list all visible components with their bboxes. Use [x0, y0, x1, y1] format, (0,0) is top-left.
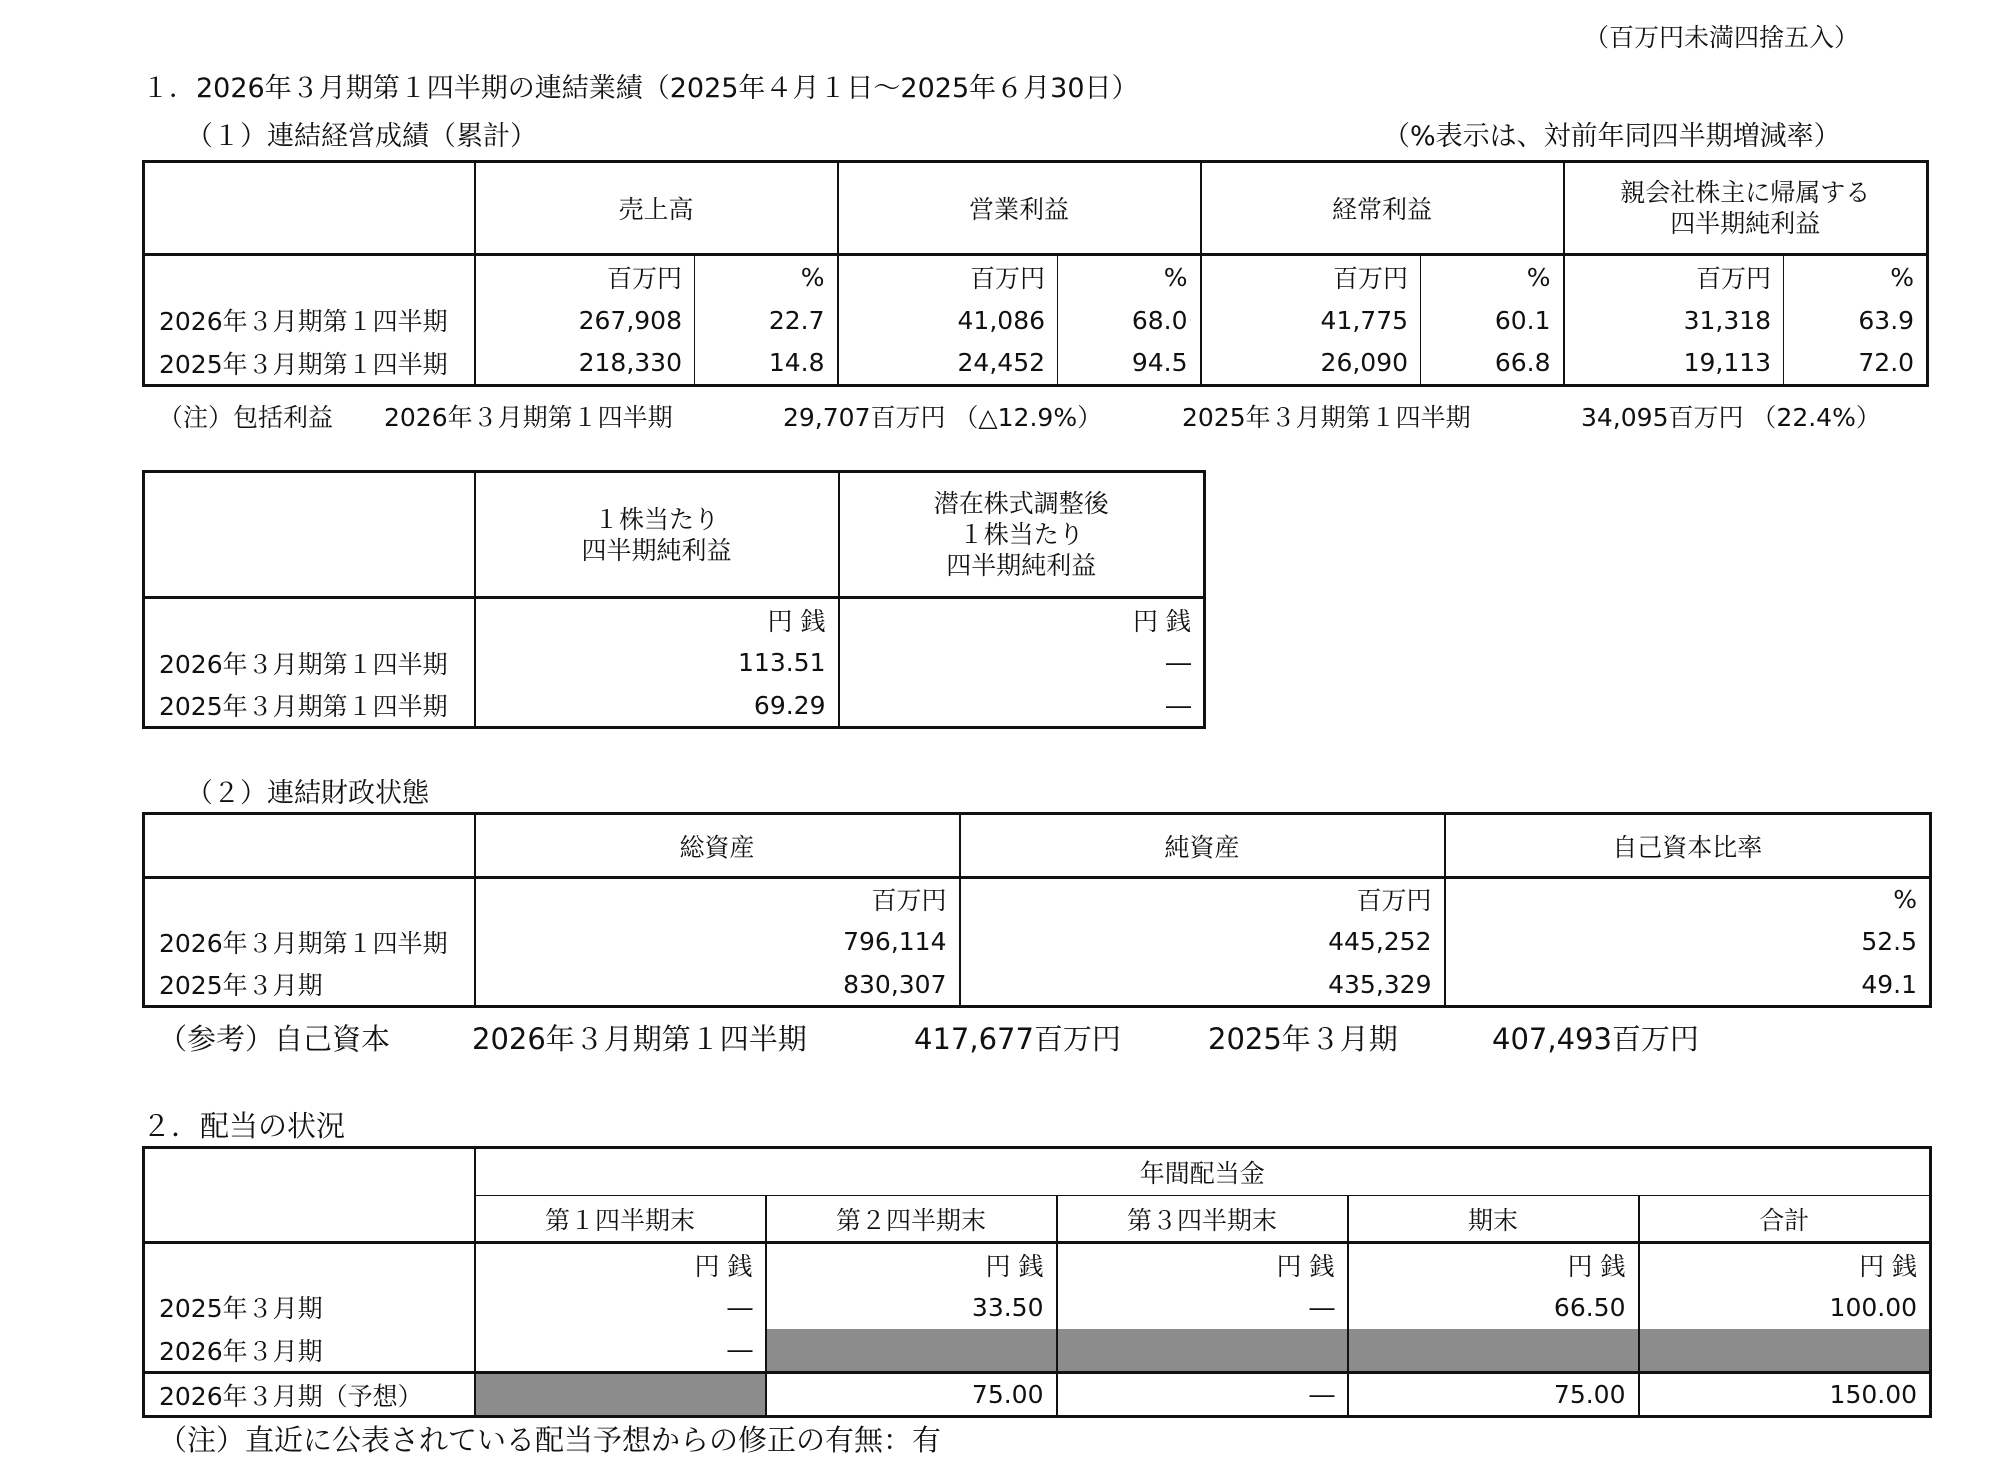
table-row: [144, 1329, 1931, 1373]
value-cell: 830,307: [475, 964, 960, 1007]
header-diluted-eps-line2: １株当たり: [958, 520, 1084, 549]
value-cell: 150.00: [1639, 1373, 1931, 1417]
value-cell: 24,452: [838, 342, 1058, 386]
unit-cell: 百万円: [960, 878, 1445, 920]
value-cell: 66.8: [1421, 342, 1564, 386]
value-cell: 445,252: [960, 920, 1445, 964]
unit-cell: %: [1784, 255, 1928, 299]
table-row: [144, 920, 1931, 964]
value-cell: 75.00: [766, 1373, 1057, 1417]
header-sales: 売上高: [475, 162, 838, 255]
dividend-revision-note: （注）直近に公表されている配当予想からの修正の有無：有: [158, 1423, 942, 1457]
header-diluted-eps-line1: 潜在株式調整後: [933, 489, 1109, 518]
value-cell: 14.8: [695, 342, 838, 386]
value-cell: 26,090: [1201, 342, 1421, 386]
rounding-note: （百万円未満四捨五入）: [1584, 23, 1860, 52]
shaded-cell: [766, 1329, 1057, 1373]
row-label: 2026年３月期第１四半期: [159, 928, 448, 958]
header-net-income-line1: 親会社株主に帰属する: [1620, 178, 1871, 207]
table-header-row: [144, 814, 1931, 878]
unit-cell: 百万円: [838, 255, 1058, 299]
value-cell: 100.00: [1639, 1286, 1931, 1329]
table-row: [144, 299, 1928, 342]
value-cell: 49.1: [1445, 964, 1931, 1007]
value-cell: ―: [839, 685, 1205, 728]
unit-cell: 円 銭: [1348, 1243, 1639, 1286]
header-eps: [475, 472, 839, 598]
section1-title: １．2026年３月期第１四半期の連結業績（2025年４月１日～2025年６月30日）: [142, 73, 1139, 104]
equity-ref-value1: 417,677百万円: [914, 1022, 1121, 1056]
header-eps-line2: 四半期純利益: [581, 535, 732, 565]
sub2-title: （２）連結財政状態: [186, 778, 429, 809]
unit-cell: 円 銭: [839, 598, 1205, 641]
row-label: 2026年３月期第１四半期: [159, 307, 448, 336]
table-row: [144, 641, 1205, 685]
value-cell: 68.0: [1058, 299, 1201, 342]
value-cell: 66.50: [1348, 1286, 1639, 1329]
value-cell: 19,113: [1564, 342, 1784, 386]
header-total-assets: 総資産: [475, 814, 960, 878]
units-row: [144, 878, 1931, 920]
header-eps-line1: １株当たり: [593, 504, 719, 534]
comprehensive-income-label: （注）包括利益: [158, 403, 334, 432]
table-row: [144, 1286, 1931, 1329]
table-row: [144, 685, 1205, 728]
header-annual-dividends: 年間配当金: [475, 1148, 1931, 1196]
row-label: 2025年３月期: [159, 971, 323, 1001]
header-year-end: 期末: [1348, 1196, 1639, 1243]
row-label: 2025年３月期: [159, 1294, 323, 1323]
section2-title: ２．配当の状況: [142, 1109, 346, 1143]
unit-cell: 円 銭: [475, 598, 839, 641]
shaded-cell: [1057, 1329, 1348, 1373]
header-total: 合計: [1639, 1196, 1931, 1243]
row-label: 2026年３月期（予想）: [144, 1373, 475, 1417]
corner-cell: [144, 814, 475, 878]
value-cell: ―: [839, 641, 1205, 685]
eps-table: [142, 470, 1206, 729]
value-cell: 63.9: [1784, 299, 1928, 342]
header-q2-end: 第２四半期末: [766, 1196, 1057, 1243]
value-cell: 113.51: [475, 641, 839, 685]
value-cell: 41,086: [838, 299, 1058, 342]
equity-ref-value2: 407,493百万円: [1492, 1022, 1699, 1056]
units-label: [144, 598, 475, 641]
comprehensive-income-period1: 2026年３月期第１四半期: [384, 403, 673, 432]
table-header-row: [144, 472, 1205, 598]
value-cell: 796,114: [475, 920, 960, 964]
header-q3-end: 第３四半期末: [1057, 1196, 1348, 1243]
unit-cell: 百万円: [475, 878, 960, 920]
unit-cell: 百万円: [475, 255, 695, 299]
unit-cell: %: [1058, 255, 1201, 299]
units-label: [144, 255, 475, 299]
value-cell: 218,330: [475, 342, 695, 386]
value-cell: ―: [1057, 1373, 1348, 1417]
header-ordinary-profit: 経常利益: [1201, 162, 1564, 255]
shaded-cell: [475, 1373, 766, 1417]
comprehensive-income-value2: 34,095百万円 （22.4%）: [1581, 403, 1881, 432]
equity-ref-period2: 2025年３月期: [1208, 1022, 1398, 1056]
unit-cell: 円 銭: [766, 1243, 1057, 1286]
shaded-cell: [1348, 1329, 1639, 1373]
unit-cell: 円 銭: [1057, 1243, 1348, 1286]
value-cell: 72.0: [1784, 342, 1928, 386]
value-cell: 69.29: [475, 685, 839, 728]
header-net-income: [1564, 162, 1928, 255]
corner-cell: [144, 1148, 475, 1243]
value-cell: ―: [1057, 1286, 1348, 1329]
units-row: [144, 1243, 1931, 1286]
units-label: [144, 878, 475, 920]
equity-ref-period1: 2026年３月期第１四半期: [472, 1022, 807, 1056]
row-label: 2026年３月期第１四半期: [159, 649, 448, 679]
header-diluted-eps-line3: 四半期純利益: [946, 551, 1097, 580]
header-diluted-eps: [839, 472, 1205, 598]
value-cell: 22.7: [695, 299, 838, 342]
dividends-table: [142, 1146, 1932, 1418]
row-label: 2025年３月期第１四半期: [159, 692, 448, 722]
financial-position-table: [142, 812, 1932, 1008]
unit-cell: 円 銭: [475, 1243, 766, 1286]
corner-cell: [144, 472, 475, 598]
value-cell: 33.50: [766, 1286, 1057, 1329]
header-equity-ratio: 自己資本比率: [1445, 814, 1931, 878]
value-cell: 52.5: [1445, 920, 1931, 964]
value-cell: 41,775: [1201, 299, 1421, 342]
value-cell: 94.5: [1058, 342, 1201, 386]
sub1-title: （１）連結経営成績（累計）: [186, 121, 537, 152]
header-net-income-line2: 四半期純利益: [1670, 209, 1821, 238]
table-header-row: [144, 162, 1928, 255]
unit-cell: %: [1421, 255, 1564, 299]
table-row: [144, 1373, 1931, 1417]
unit-cell: 百万円: [1201, 255, 1421, 299]
value-cell: 75.00: [1348, 1373, 1639, 1417]
shaded-cell: [1639, 1329, 1931, 1373]
group-header-row: [144, 1148, 1931, 1196]
value-cell: 267,908: [475, 299, 695, 342]
row-label: 2025年３月期第１四半期: [159, 349, 448, 379]
header-operating-profit: 営業利益: [838, 162, 1201, 255]
unit-cell: %: [695, 255, 838, 299]
equity-ref-label: （参考）自己資本: [158, 1022, 391, 1056]
row-label: 2026年３月期: [159, 1336, 323, 1366]
units-row: [144, 255, 1928, 299]
unit-cell: 円 銭: [1639, 1243, 1931, 1286]
value-cell: ―: [475, 1286, 766, 1329]
unit-cell: 百万円: [1564, 255, 1784, 299]
operating-results-table: [142, 160, 1929, 387]
corner-cell: [144, 162, 475, 255]
comprehensive-income-period2: 2025年３月期第１四半期: [1182, 403, 1471, 432]
header-q1-end: 第１四半期末: [475, 1196, 766, 1243]
table-row: [144, 964, 1931, 1007]
table-row: [144, 342, 1928, 386]
value-cell: ―: [475, 1329, 766, 1373]
unit-cell: %: [1445, 878, 1931, 920]
units-label: [144, 1243, 475, 1286]
comprehensive-income-value1: 29,707百万円 （△12.9%）: [783, 403, 1103, 432]
value-cell: 60.1: [1421, 299, 1564, 342]
units-row: [144, 598, 1205, 641]
header-net-assets: 純資産: [960, 814, 1445, 878]
sub1-percent-note: （%表示は、対前年同四半期増減率）: [1383, 121, 1841, 152]
value-cell: 435,329: [960, 964, 1445, 1007]
value-cell: 31,318: [1564, 299, 1784, 342]
